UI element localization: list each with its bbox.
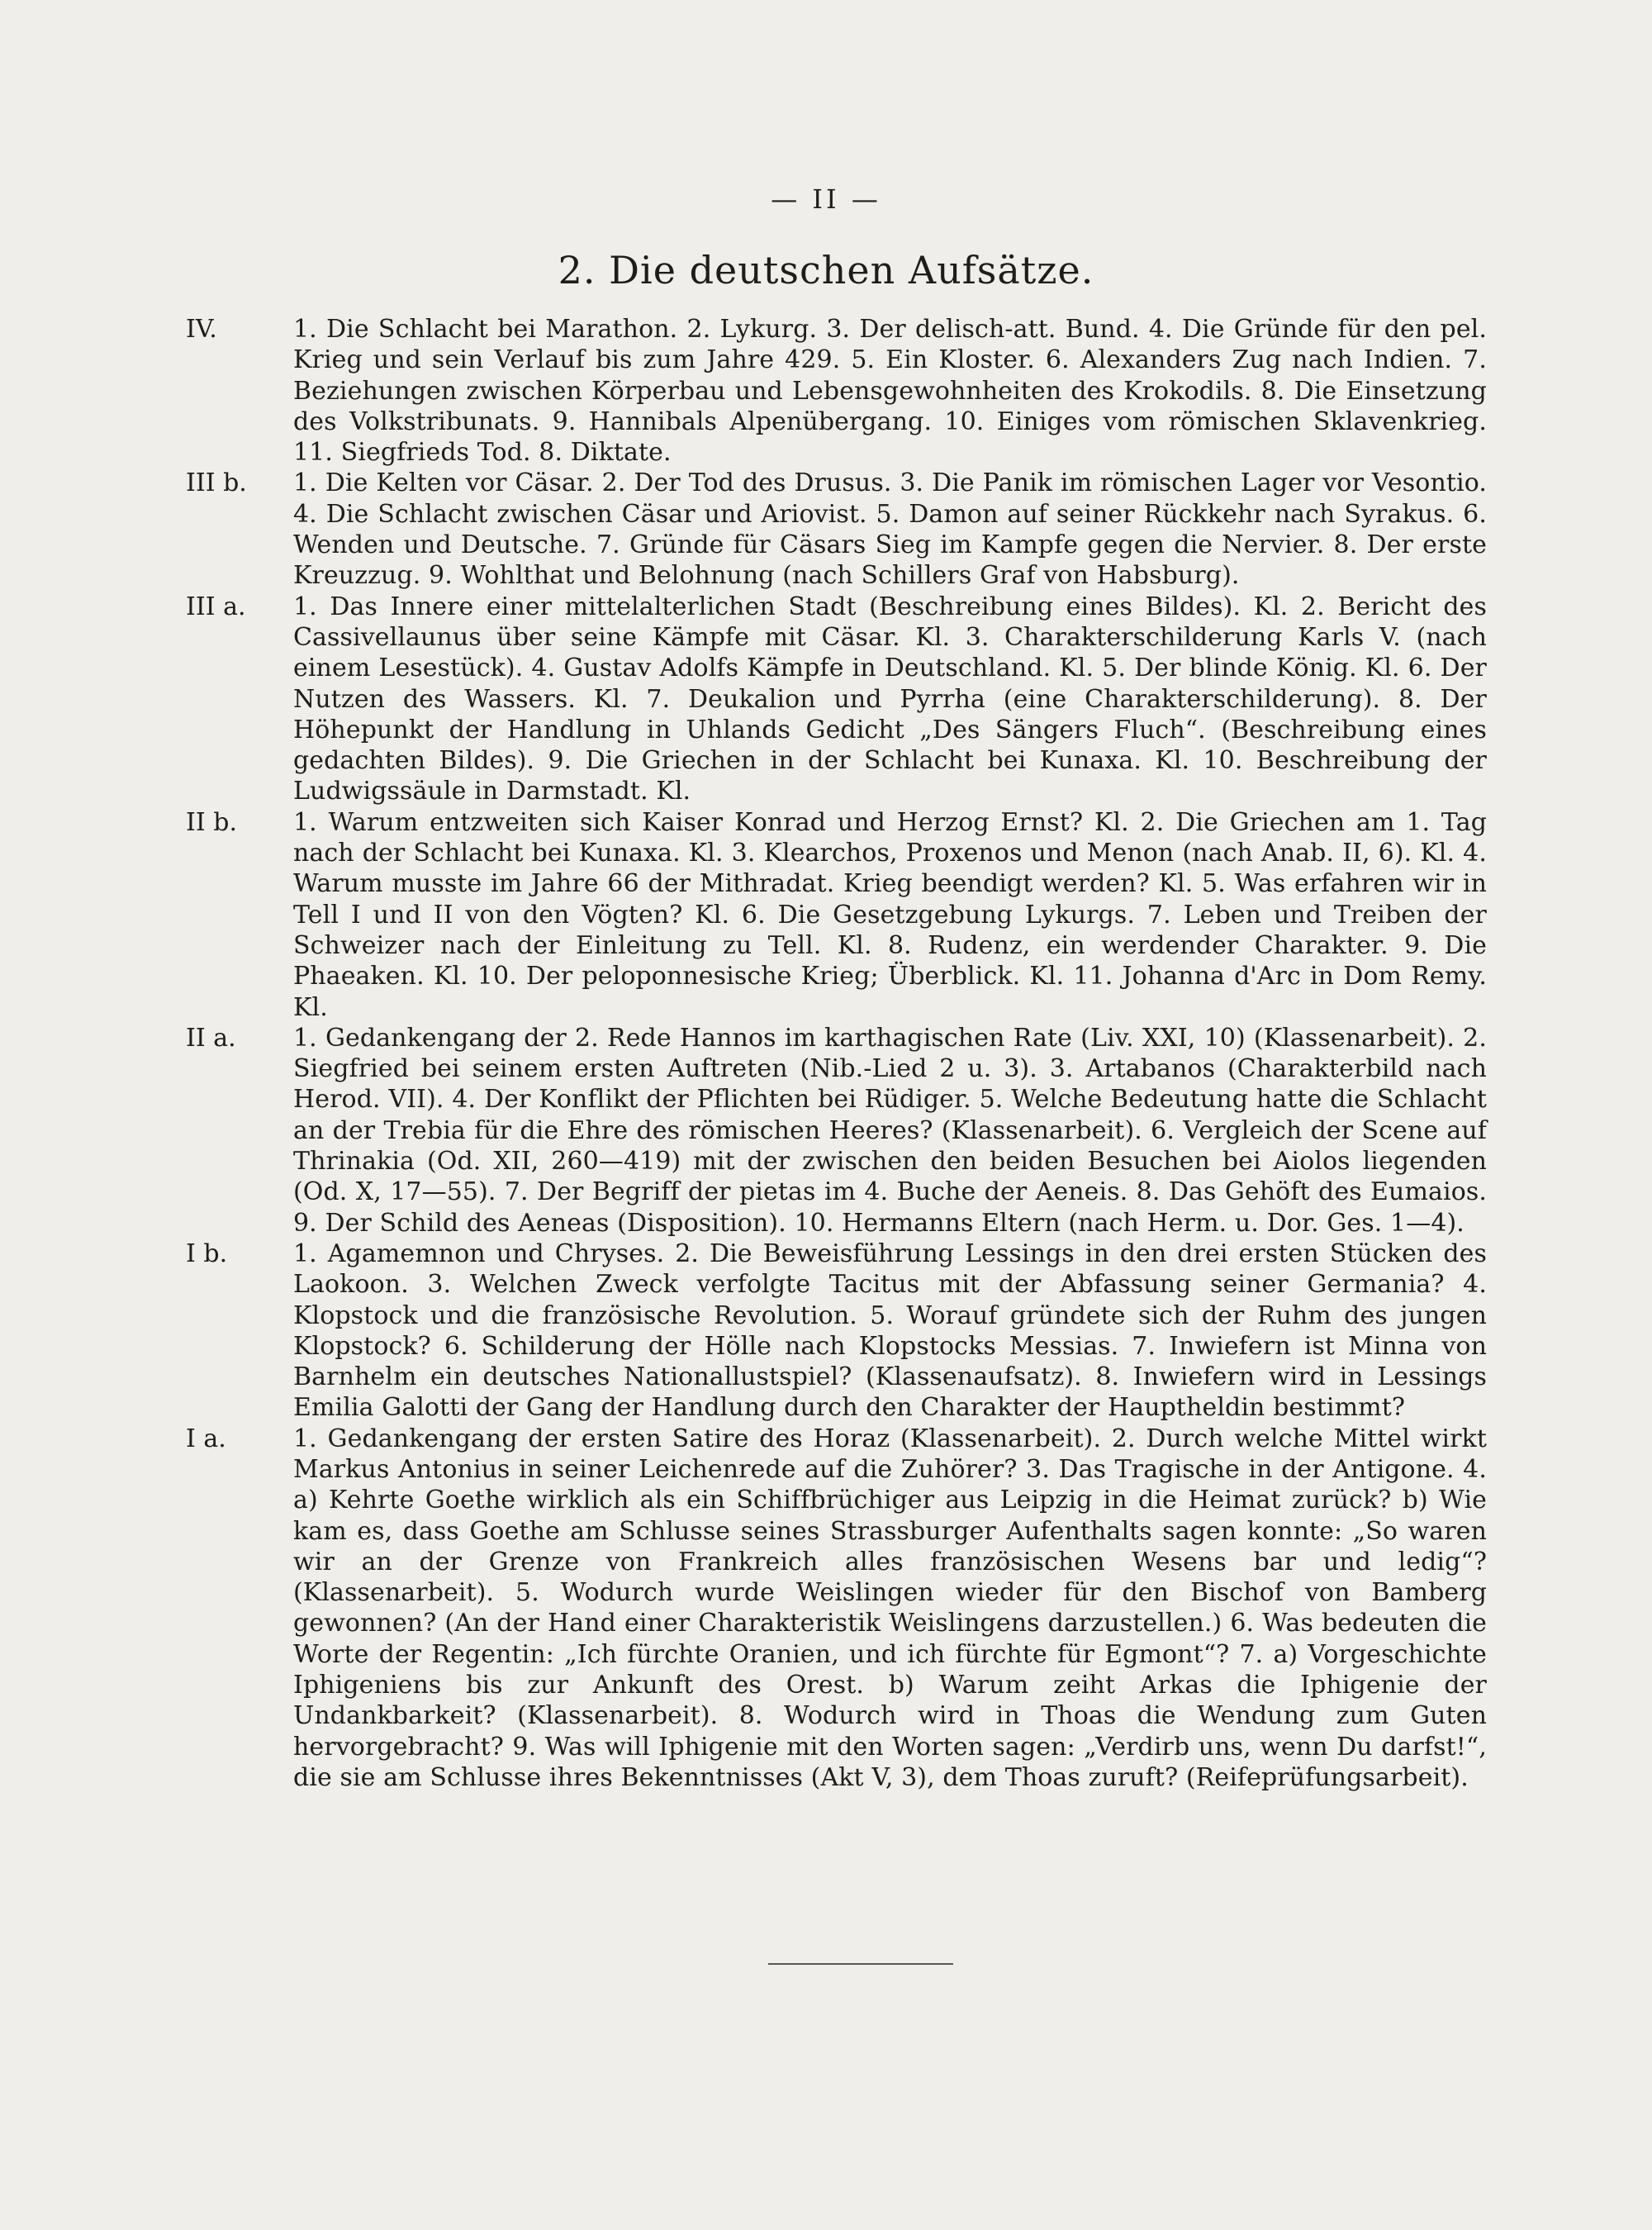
essay-topics: 1. Das Innere einer mittelalterlichen Stadt (Beschreibung eines Bildes). Kl. 2. Bericht des Cassivellaunus über seine Kämpfe mit Cäsar. Kl. 3. Charakterschilderung Karls V. (nach einem Lesestück). 4. Gustav Adolfs Kämpfe in Deutschland. Kl. 5. Der blinde König. Kl. 6. Der Nutzen des Wassers. Kl. 7. Deukalion und Pyrrha (eine Charakterschilderung). 8. Der Höhepunkt der Handlung in Uhlands Gedicht „Des Sängers Fluch“. (Beschreibung eines gedachten Bildes). 9. Die Griechen in der Schlacht bei Kunaxa. Kl. 10. Beschreibung der Ludwigssäule in Darmstadt. Kl.	[293, 592, 1487, 806]
essay-topics: 1. Gedankengang der 2. Rede Hannos im karthagischen Rate (Liv. XXI, 10) (Klassenarbeit). 2. Siegfried bei seinem ersten Auftreten (Nib.-Lied 2 u. 3). 3. Artabanos (Charakterbild nach Herod. VII). 4. Der Konflikt der Pflichten bei Rüdiger. 5. Welche Bedeutung hatte die Schlacht an der Trebia für die Ehre des römischen Heeres? (Klassenarbeit). 6. Vergleich der Scene auf Thrinakia (Od. XII, 260—419) mit der zwischen den beiden Besuchen bei Aiolos liegenden (Od. X, 17—55). 7. Der Begriff der pietas im 4. Buche der Aeneis. 8. Das Gehöft des Eumaios. 9. Der Schild des Aeneas (Disposition). 10. Hermanns Eltern (nach Herm. u. Dor. Ges. 1—4).	[293, 1023, 1487, 1238]
class-label: II b.	[186, 807, 237, 837]
entry-class-iiia	[186, 592, 1487, 807]
essay-topics: 1. Die Kelten vor Cäsar. 2. Der Tod des Drusus. 3. Die Panik im römischen Lager vor Vesontio. 4. Die Schlacht zwischen Cäsar und Ariovist. 5. Damon auf seiner Rückkehr nach Syrakus. 6. Wenden und Deutsche. 7. Gründe für Cäsars Sieg im Kampfe gegen die Nervier. 8. Der erste Kreuzzug. 9. Wohlthat und Belohnung (nach Schillers Graf von Habsburg).	[293, 468, 1487, 591]
essay-topics: 1. Die Schlacht bei Marathon. 2. Lykurg. 3. Der delisch-att. Bund. 4. Die Gründe für den pel. Krieg und sein Verlauf bis zum Jahre 429. 5. Ein Kloster. 6. Alexanders Zug nach Indien. 7. Beziehungen zwischen Körperbau und Lebensgewohnheiten des Krokodils. 8. Die Einsetzung des Volkstribunats. 9. Hannibals Alpenübergang. 10. Einiges vom römischen Sklavenkrieg. 11. Siegfrieds Tod. 8. Diktate.	[293, 315, 1487, 468]
class-label: I b.	[186, 1239, 228, 1268]
essay-topics: 1. Agamemnon und Chryses. 2. Die Beweisführung Lessings in den drei ersten Stücken des Laokoon. 3. Welchen Zweck verfolgte Tacitus mit der Abfassung seiner Germania? 4. Klopstock und die französische Revolution. 5. Worauf gründete sich der Ruhm des jungen Klopstock? 6. Schilderung der Hölle nach Klopstocks Messias. 7. Inwiefern ist Minna von Barnhelm ein deutsches Nationallustspiel? (Klassenaufsatz). 8. Inwiefern wird in Lessings Emilia Galotti der Gang der Handlung durch den Charakter der Hauptheldin bestimmt?	[293, 1239, 1487, 1423]
class-label: III a.	[186, 592, 246, 621]
section-title: 2. Die deutschen Aufsätze.	[558, 248, 1094, 292]
entry-class-ib	[186, 1239, 1487, 1424]
footer-divider	[768, 1963, 953, 1965]
essay-topics: 1. Warum entzweiten sich Kaiser Konrad und Herzog Ernst? Kl. 2. Die Griechen am 1. Tag nach der Schlacht bei Kunaxa. Kl. 3. Klearchos, Proxenos und Menon (nach Anab. II, 6). Kl. 4. Warum musste im Jahre 66 der Mithradat. Krieg beendigt werden? Kl. 5. Was erfahren wir in Tell I und II von den Vögten? Kl. 6. Die Gesetzgebung Lykurgs. 7. Leben und Treiben der Schweizer nach der Einleitung zu Tell. Kl. 8. Rudenz, ein werdender Charakter. 9. Die Phaeaken. Kl. 10. Der peloponnesische Krieg; Überblick. Kl. 11. Johanna d'Arc in Dom Remy. Kl.	[293, 807, 1487, 1022]
entry-class-iiib	[186, 468, 1487, 591]
essay-list	[186, 314, 1487, 1793]
page-number: — II —	[771, 183, 881, 215]
class-label: II a.	[186, 1023, 236, 1053]
entry-class-ia	[186, 1424, 1487, 1794]
entry-class-iv	[186, 314, 1487, 468]
entry-class-iia	[186, 1023, 1487, 1239]
class-label: III b.	[186, 468, 247, 498]
class-label: I a.	[186, 1424, 226, 1453]
class-label: IV.	[186, 315, 217, 344]
entry-class-iib	[186, 807, 1487, 1023]
essay-topics: 1. Gedankengang der ersten Satire des Horaz (Klassenarbeit). 2. Durch welche Mittel wirkt Markus Antonius in seiner Leichenrede auf die Zuhörer? 3. Das Tragische in der Antigone. 4. a) Kehrte Goethe wirklich als ein Schiffbrüchiger aus Leipzig in die Heimat zurück? b) Wie kam es, dass Goethe am Schlusse seines Strassburger Aufenthalts sagen konnte: „So waren wir an der Grenze von Frankreich alles französischen Wesens bar und ledig“? (Klassenarbeit). 5. Wodurch wurde Weislingen wieder für den Bischof von Bamberg gewonnen? (An der Hand einer Charakteristik Weislingens darzustellen.) 6. Was bedeuten die Worte der Regentin: „Ich fürchte Oranien, und ich fürchte für Egmont“? 7. a) Vorgeschichte Iphigeniens bis zur Ankunft des Orest. b) Warum zeiht Arkas die Iphigenie der Undankbarkeit? (Klassenarbeit). 8. Wodurch wird in Thoas die Wendung zum Guten hervorgebracht? 9. Was will Iphigenie mit den Worten sagen: „Verdirb uns, wenn Du darfst!“, die sie am Schlusse ihres Bekenntnisses (Akt V, 3), dem Thoas zuruft? (Reifeprüfungsarbeit).	[293, 1424, 1487, 1792]
